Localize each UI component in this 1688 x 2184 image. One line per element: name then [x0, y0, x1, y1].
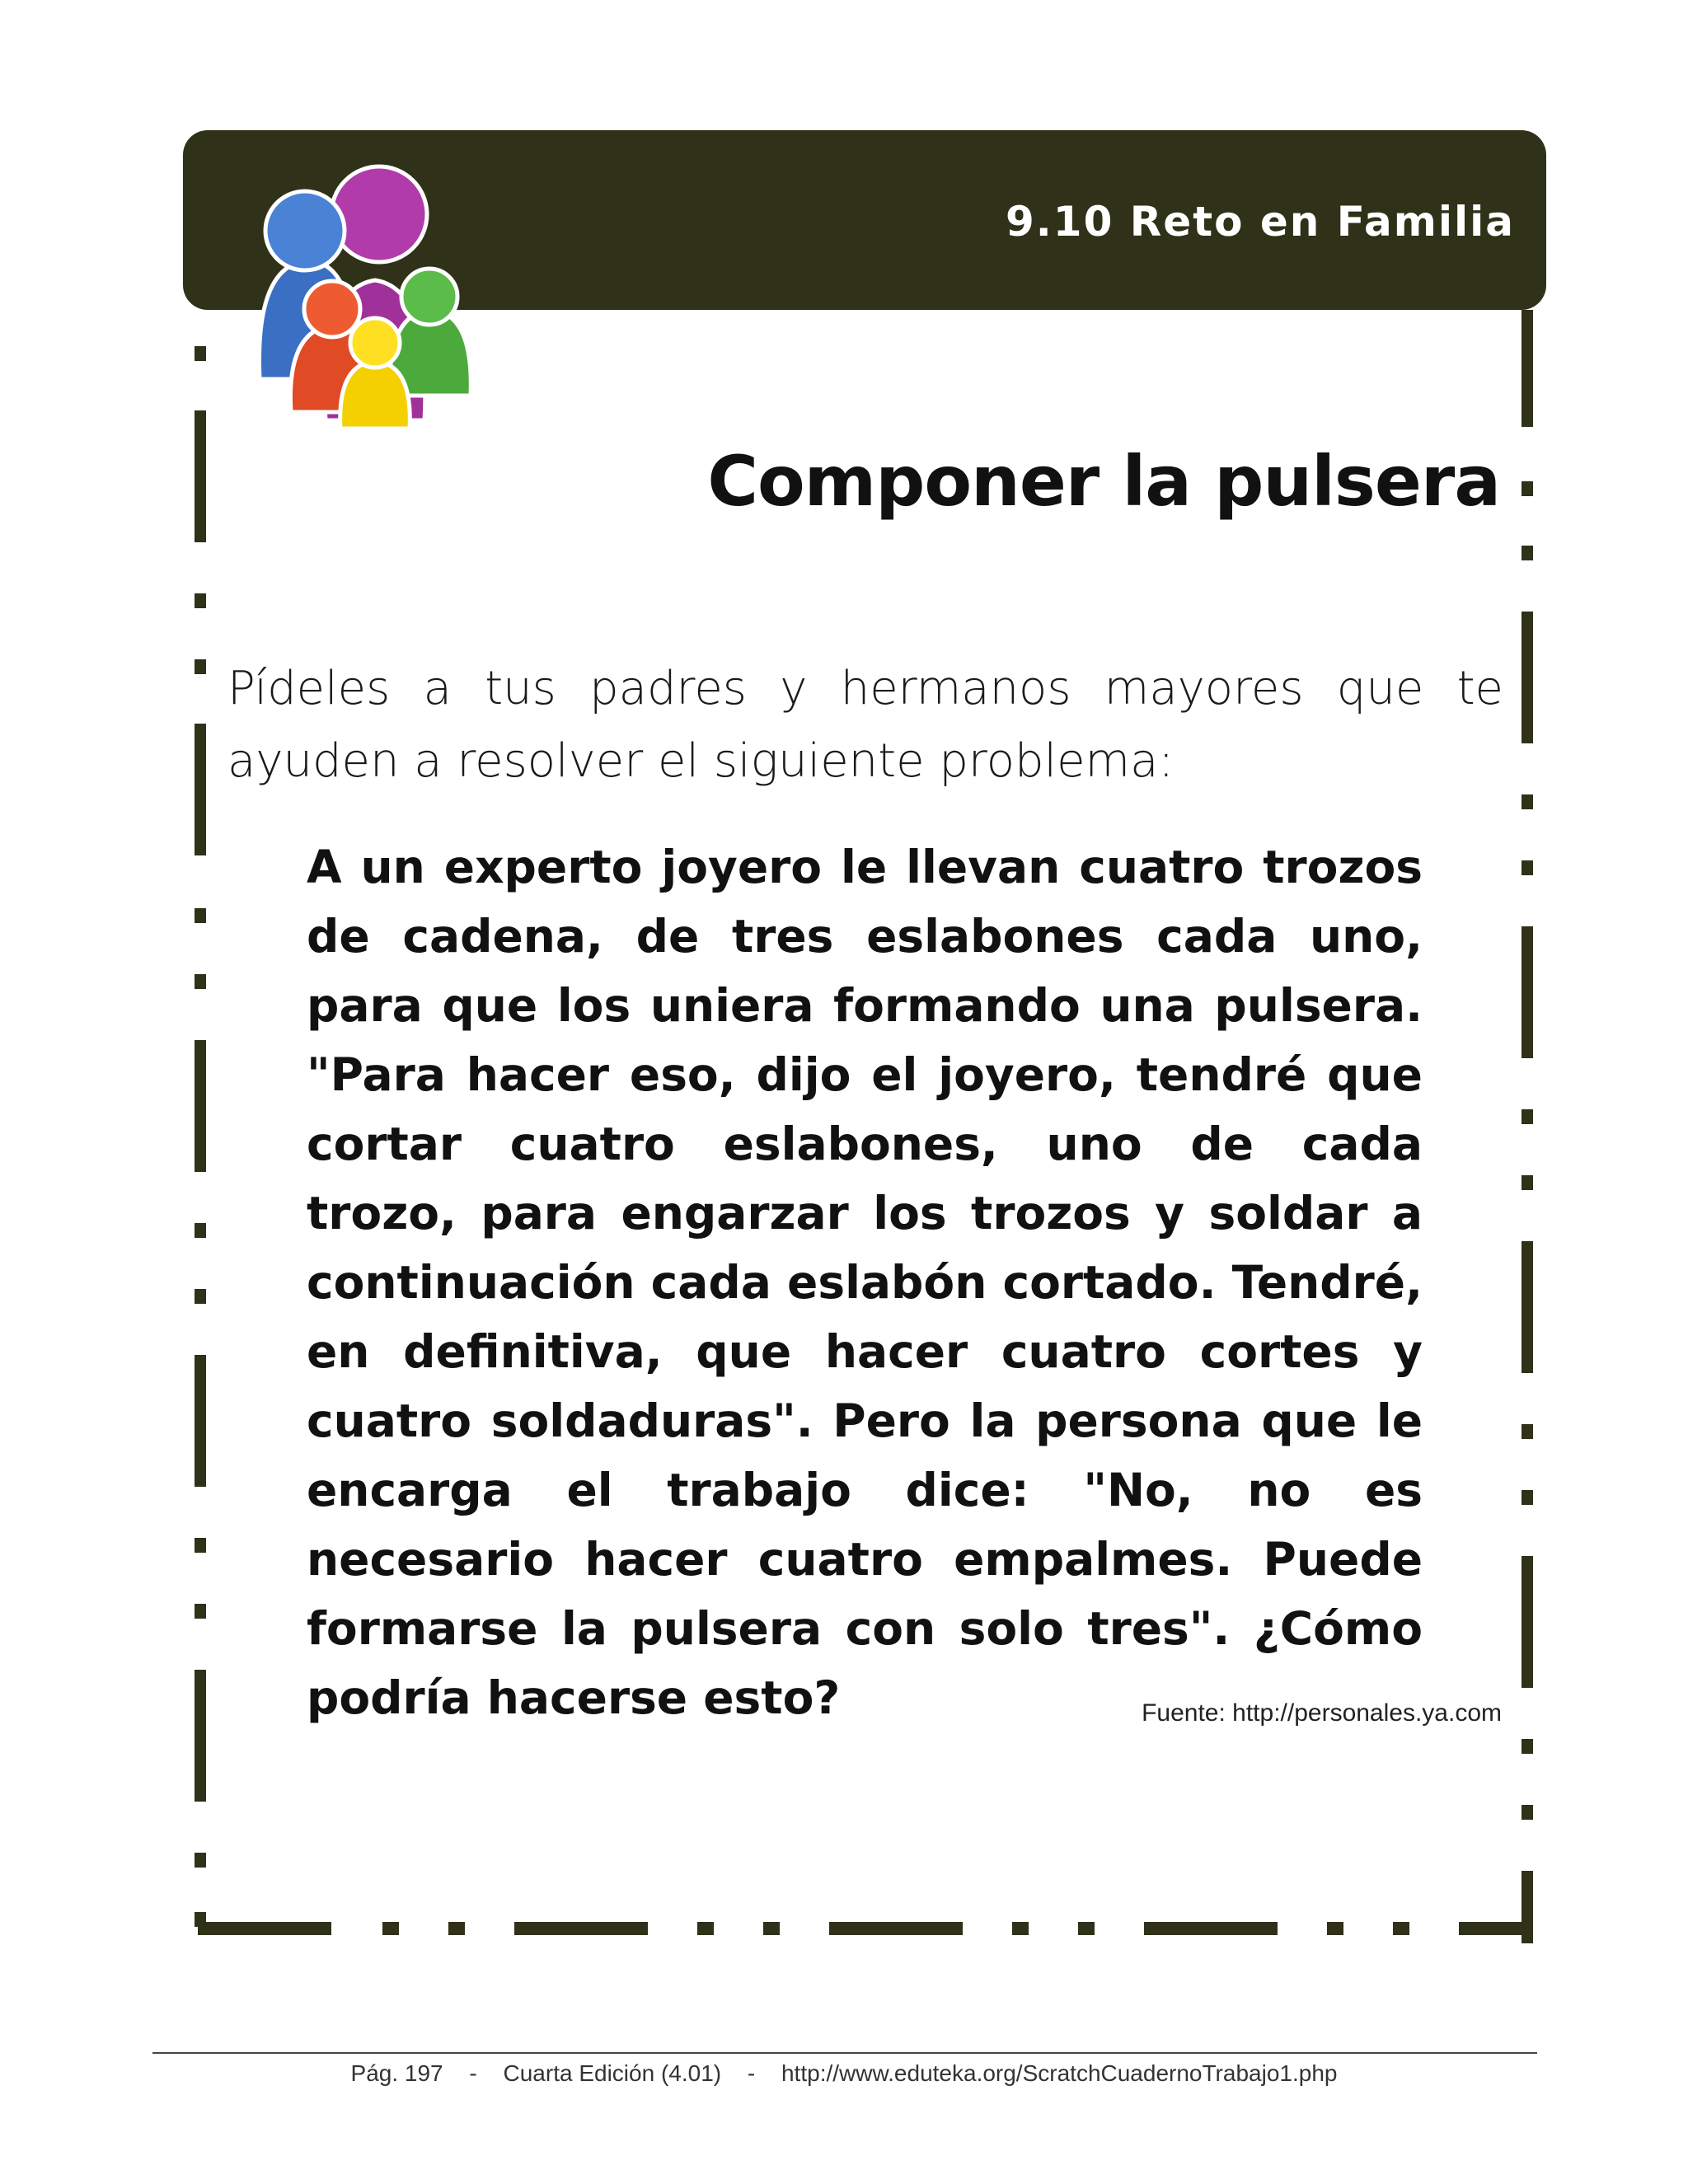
section-title: 9.10 Reto en Familia — [1006, 198, 1515, 246]
footer-separator: - — [469, 2060, 477, 2086]
page-footer — [0, 2060, 1688, 2087]
source-citation: Fuente: http://personales.ya.com — [1142, 1699, 1502, 1727]
page-number: Pág. 197 — [350, 2060, 443, 2086]
family-people-icon — [243, 148, 507, 437]
edition-label: Cuarta Edición (4.01) — [503, 2060, 722, 2086]
page-title: Componer la pulsera — [707, 441, 1500, 522]
footer-url[interactable]: http://www.eduteka.org/ScratchCuadernoTrabajo1.php — [781, 2060, 1338, 2086]
footer-divider — [152, 2052, 1537, 2054]
intro-paragraph: Pídeles a tus padres y hermanos mayores que te ayuden a resolver el siguiente problema: — [227, 662, 1503, 788]
footer-separator: - — [747, 2060, 756, 2086]
problem-paragraph: A un experto joyero le llevan cuatro trozos de cadena, de tres eslabones cada uno, para que los uniera formando una pulsera. "Para hacer eso, dijo el joyero, tendré que cortar cuatro eslabones, uno de cada trozo, para engarzar los trozos y soldar a continuación cada eslabón cortado. Tendré, en definitiva, que hacer cuatro cortes y cuatro soldaduras". Pero la persona que le encarga el trabajo dice: "No, no es necesario hacer cuatro empalmes. Puede formarse la pulsera con solo tres". ¿Cómo podría hacerse esto? — [307, 841, 1423, 1724]
